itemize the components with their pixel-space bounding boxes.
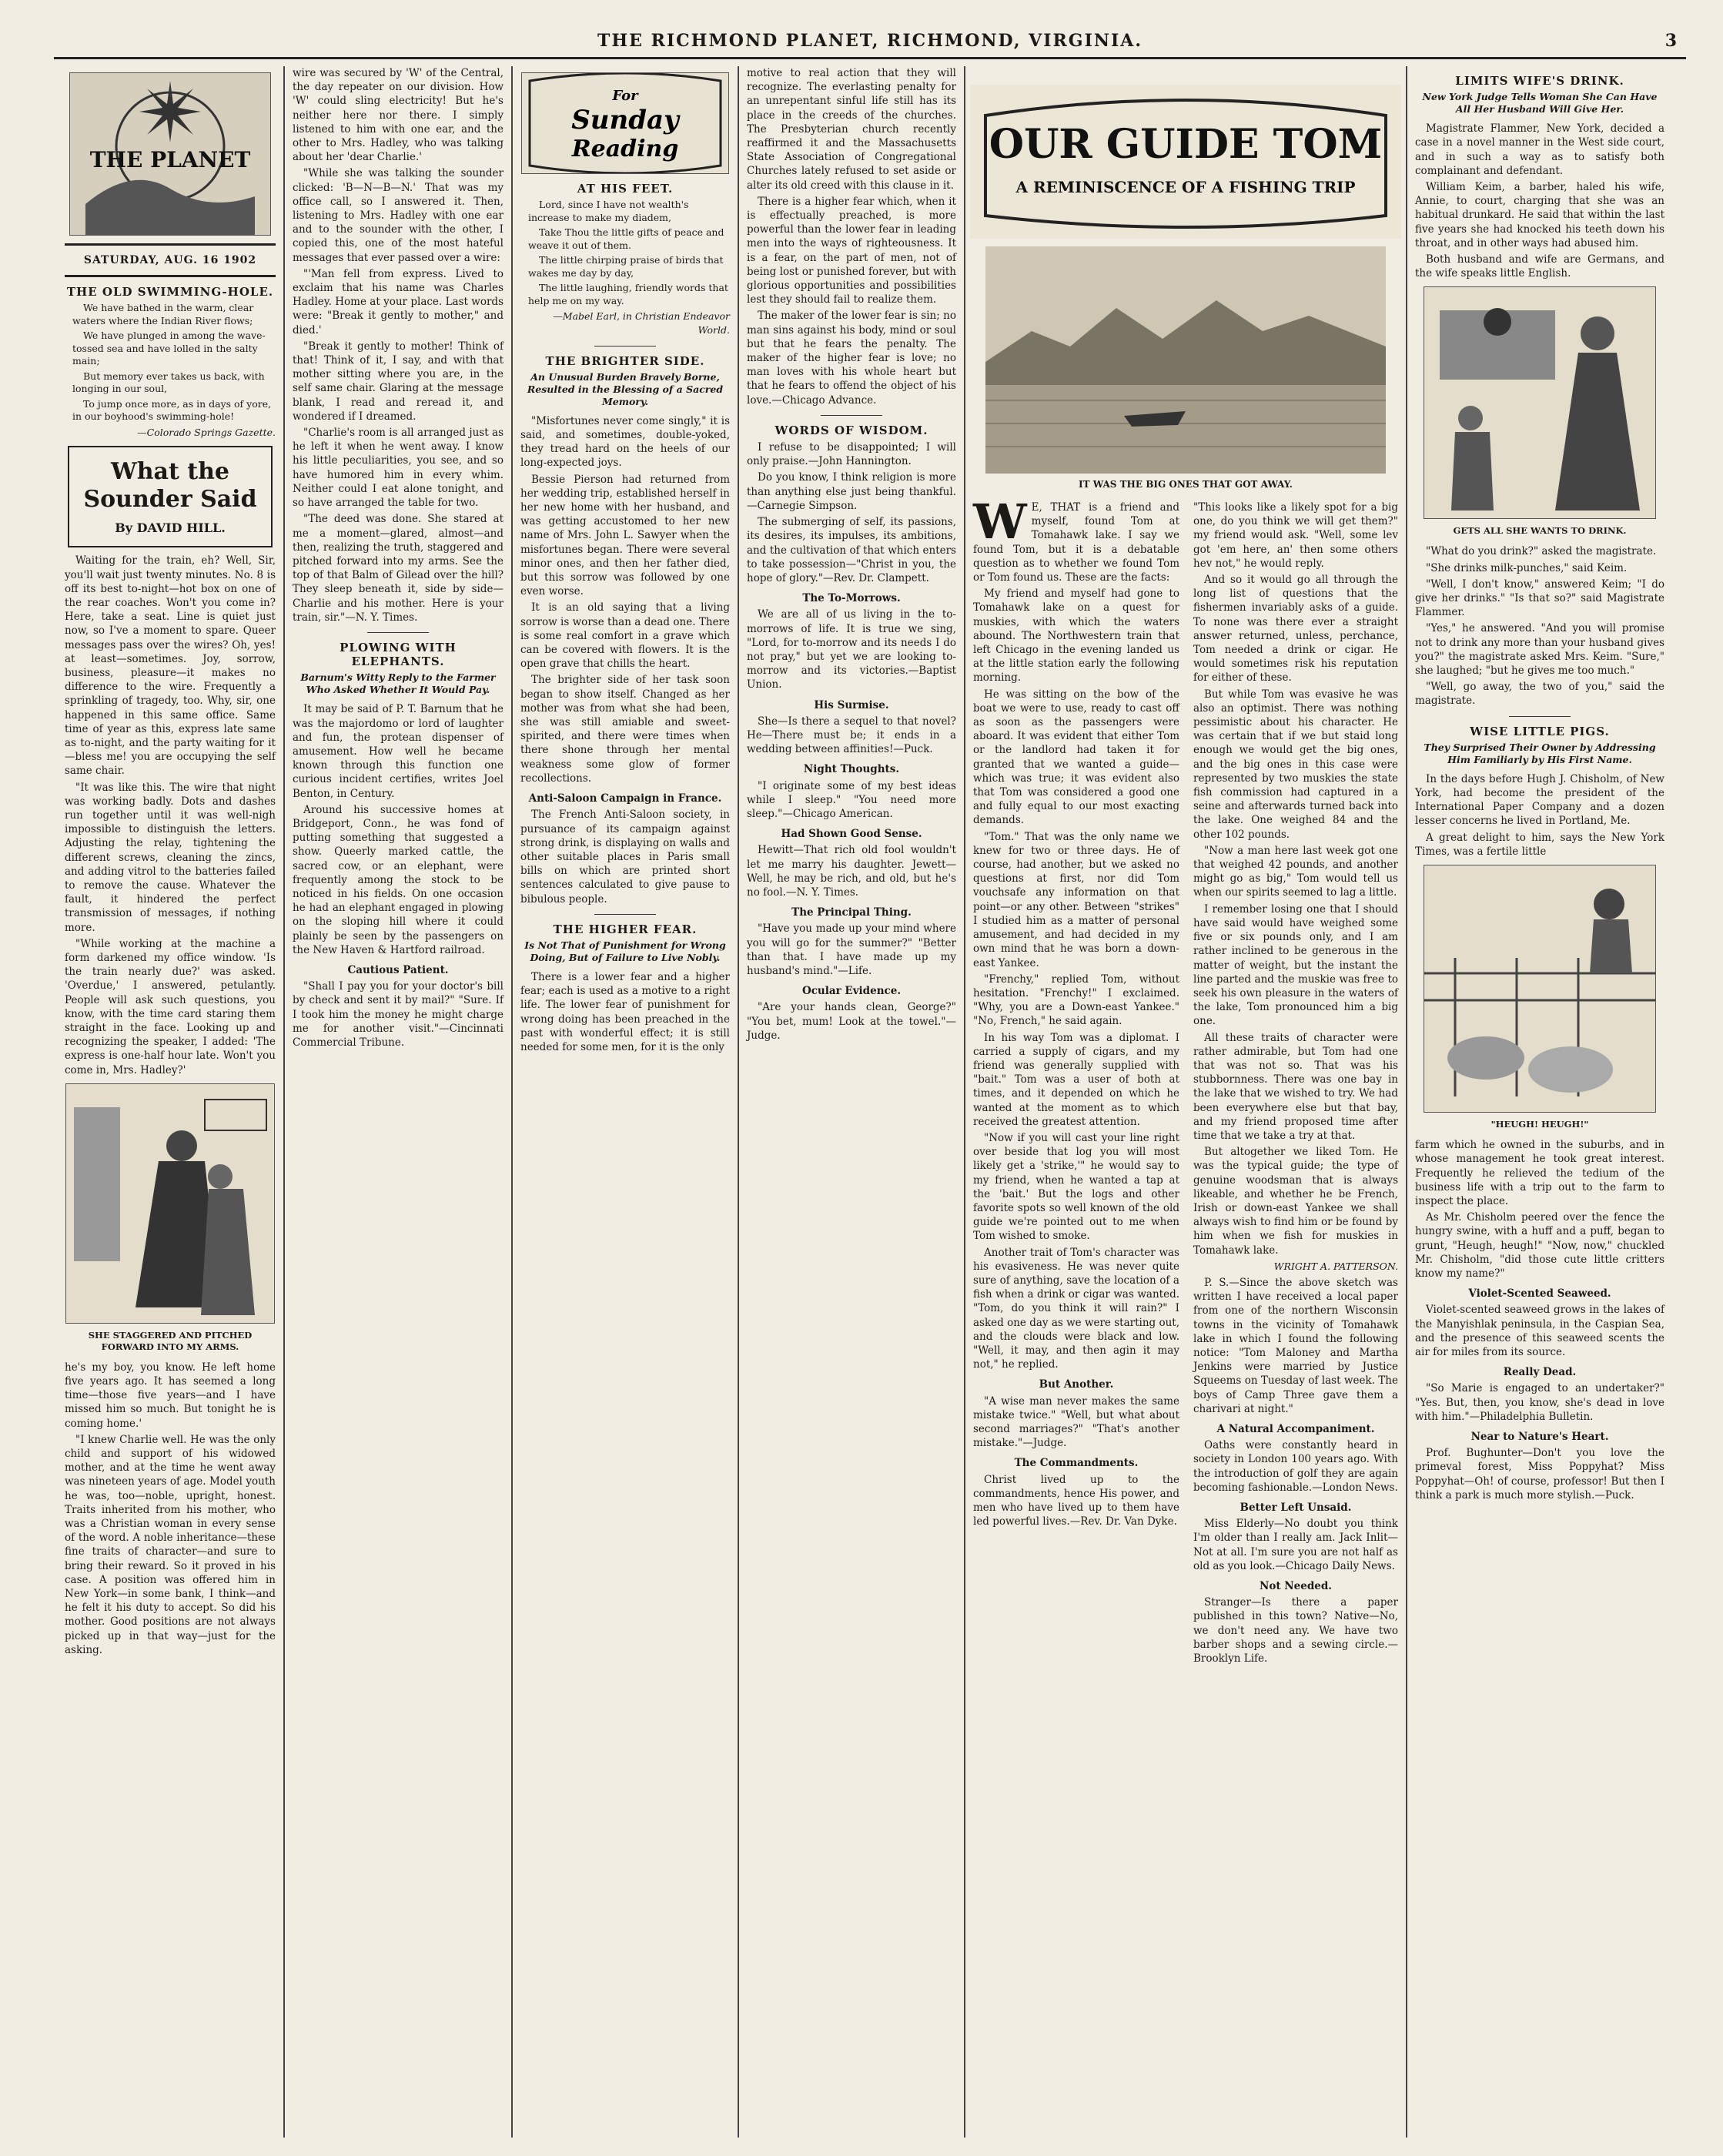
story-paragraph: In his way Tom was a diplomat. I carried a supply of cigars, and my friend was generally supplied with "bait." Tom was a user of both at times, and it depended on which he wanted at the moment as to which received the greatest attention. — [973, 1031, 1179, 1128]
story-title-line: Sounder Said — [83, 486, 257, 514]
story-paragraph: All these traits of character were rather admirable, but Tom had one that was not so. That was his stubbornness. There was one bay in the lake that we wished to try. We had been everywhere else but that bay, and my friend proposed time after time that we take a try at that. — [1193, 1031, 1398, 1142]
article-paragraph: "I originate some of my best ideas while I sleep." "You need more sleep."—Chicago American. — [747, 779, 956, 820]
article-title: Had Shown Good Sense. — [781, 828, 922, 841]
banner-word: Reading — [571, 136, 679, 162]
article-title: Ocular Evidence. — [801, 985, 902, 998]
story-paragraph: "It was like this. The wire that night was working badly. Dots and dashes run together until it was well-nigh impossible to distinguish the letters. Adjusting the relay, tightening the different screws, cleaning the zincs, and adding vitrol to the batteries failed to remove the cause. Whatever the fault, it hindered the perfect transmission of messages, if nothing more. — [65, 781, 276, 934]
article-paragraph: "So Marie is engaged to an undertaker?" "Yes. But, then, you know, she's dead in love with him."—Philadelphia Bulletin. — [1415, 1382, 1664, 1423]
poem-line: The little chirping praise of birds that wakes me day by day, — [528, 254, 724, 279]
article-paragraph: Both husband and wife are Germans, and the wife speaks little English. — [1415, 253, 1664, 280]
article-paragraph: There is a lower fear and a higher fear; each is used as a motive to a right life. The lower fear of punishment for wrong doing has been preached in the past with wonderful effect; it is still needed for some men, for it is the only — [520, 970, 730, 1053]
article-paragraph: Hewitt—That rich old fool wouldn't let me marry his daughter. Jewett—Well, he may be rich, and old, but he's no fool.—N. Y. Times. — [747, 844, 956, 899]
divider — [65, 243, 276, 246]
article-paragraph: "What do you drink?" asked the magistrate. — [1426, 545, 1657, 558]
article-title: LIMITS WIFE'S DRINK. — [1455, 74, 1624, 88]
story-paragraph: "Charlie's room is all arranged just as he left it when he went away. I know his little peculiarities, you see, and so have humored him in every whim. Neither could I eat alone tonight, and so have arranged the table for two. — [293, 427, 504, 510]
story-paragraph: "Frenchy," replied Tom, without hesitation. "Frenchy!" I exclaimed. "Why, you are a Down-east Yankee." "No, French," he said again. — [973, 973, 1179, 1028]
article-paragraph: "Well, I don't know," answered Keim; "I do give her drinks." "Is that so?" said Magistrate Flammer. — [1415, 578, 1664, 619]
column-rule — [964, 66, 965, 2138]
banner-title: OUR GUIDE TOM — [989, 121, 1383, 168]
divider — [65, 275, 276, 277]
lake-scene-illustration — [985, 246, 1386, 474]
story-paragraph: "While working at the machine a form darkened my office window. 'Is the train nearly due?' was asked. 'Overdue,' I answered, petulantly. People will ask such questions, you know, with the time card staring them straight in the face. Looking up and recognizing the speaker, I added: 'The express is one-half hour late. Won't you come in, Mrs. Hadley?' — [65, 937, 276, 1076]
article-paragraph: There is a higher fear which, when it is effectually preached, is more powerful than the lower fear in leading men into the ways of righteousness. It is a fear, on the part of men, not of being lost or punished forever, but with glorious opportunities and possibilities lest they should fail to realize them. — [747, 195, 956, 306]
article-paragraph: motive to real action that they will recognize. The everlasting penalty for an unrepentant sinful life still has its place in the creeds of the churches. The Presbyterian church recently reaffirmed it and the Massachusetts State Association of Congregational Churches lately refused to set aside or alter its old creed with this clause in it. — [747, 67, 956, 192]
poem-credit: —Mabel Earl, in Christian Endeavor World. — [553, 310, 730, 336]
issue-date: SATURDAY, AUG. 16 1902 — [83, 254, 257, 266]
story-paragraph: "While she was talking the sounder clicked: 'B—N—B—N.' That was my office call, so I answered it. Then, listening to Mrs. Hadley with one ear and to the sounder with the other, I copied this, one of the most hateful messages that ever passed over a wire: — [293, 167, 504, 264]
poem-line: To jump once more, as in days of yore, in our boyhood's swimming-hole! — [72, 397, 272, 423]
figure-caption: GETS ALL SHE WANTS TO DRINK. — [1453, 525, 1627, 537]
article-paragraph: As Mr. Chisholm peered over the fence the hungry swine, with a huff and a puff, began to grunt, "Heugh, heugh!" "Now, now," chuckled Mr. Chisholm, "did those cute little critters know my name?" — [1415, 1211, 1664, 1280]
article-paragraph: farm which he owned in the suburbs, and in whose management he took great interest. Frequently he relieved the tedium of the business life with a trip out to the farm to inspect the place. — [1415, 1139, 1664, 1207]
article-paragraph: Magistrate Flammer, New York, decided a case in a novel manner in the West side court, and in such a way as to satisfy both complainant and defendant. — [1415, 122, 1664, 177]
article-paragraph: She—Is there a sequel to that novel? He—There must be; it ends in a wedding between affinities!—Puck. — [747, 715, 956, 756]
article-title: Really Dead. — [1503, 1366, 1577, 1379]
article-paragraph: The brighter side of her task soon began to show itself. Changed as her mother was from what she had been, she was still amiable and sweet-spirited, and there were times when there shone through her mental weakness some glow of former recollections. — [520, 674, 730, 785]
figure-caption: SHE STAGGERED AND PITCHED FORWARD INTO MY ARMS. — [88, 1329, 253, 1352]
article-title: Violet-Scented Seaweed. — [1468, 1287, 1611, 1301]
article-paragraph: It is an old saying that a living sorrow is worse than a dead one. There is some real comfort in a grave which can be covered with flowers. It is the open grave that chills the heart. — [520, 601, 730, 671]
article-title: The Commandments. — [1014, 1457, 1139, 1470]
article-paragraph: "She drinks milk-punches," said Keim. — [1426, 561, 1628, 574]
column-rule — [283, 66, 285, 2138]
article-paragraph: Miss Elderly—No doubt you think I'm older than I really am. Jack Inlit—Not at all. I'm sure you are not half as old as you look.—Chicago Daily News. — [1193, 1518, 1398, 1572]
article-paragraph: The French Anti-Saloon society, in pursuance of its campaign against strong drink, is displaying on walls and other suitable places in Paris small bills on which are printed short sentences calculated to give pause to bibulous people. — [520, 808, 730, 906]
article-title: Not Needed. — [1260, 1580, 1332, 1593]
planet-logo-illustration — [69, 72, 271, 236]
article-title: Near to Nature's Heart. — [1470, 1430, 1609, 1443]
column-rule — [1406, 66, 1407, 2138]
article-paragraph: "A wise man never makes the same mistake twice." "Well, but what about second marriages?" "That's another mistake."—Judge. — [973, 1394, 1179, 1450]
story-paragraph: he's my boy, you know. He left home five years ago. It has seemed a long time—those five years—and I have missed him so much. But tonight he is coming home.' — [65, 1361, 276, 1430]
article-title: WORDS OF WISDOM. — [775, 423, 928, 437]
article-title: WISE LITTLE PIGS. — [1470, 724, 1610, 738]
article-subtitle: They Surprised Their Owner by Addressing Him Familiarly by His First Name. — [1424, 741, 1656, 765]
column-1 — [59, 66, 282, 2138]
article-paragraph: It may be said of P. T. Barnum that he was the majordomo or lord of laughter and fun, the protean dispenser of amusement. How well he became known through this function one curious incident certifies, writes Joel Benton, in Century. — [293, 703, 504, 800]
drop-cap: W — [973, 500, 1027, 550]
article-paragraph: Oaths were constantly heard in society in London 100 years ago. With the introduction of golf they are again becoming fashionable.—London News. — [1193, 1439, 1398, 1494]
article-title: But Another. — [1039, 1378, 1114, 1391]
article-subtitle: New York Judge Tells Woman She Can Have All Her Husband Will Give Her. — [1422, 91, 1658, 116]
article-paragraph: "Well, go away, the two of you," said the magistrate. — [1415, 681, 1664, 708]
story-headline-box — [68, 446, 273, 547]
article-subtitle: Barnum's Witty Reply to the Farmer Who Asked Whether It Would Pay. — [300, 671, 496, 696]
article-title: Night Thoughts. — [803, 763, 900, 776]
article-title: PLOWING WITH ELEPHANTS. — [340, 640, 457, 669]
article-paragraph: Violet-scented seaweed grows in the lakes of the Manyishlak peninsula, in the Caspian Sea, and the presence of this seaweed scents the air for miles from its source. — [1415, 1304, 1664, 1358]
article-paragraph: Christ lived up to the commandments, hence His power, and men who have lived up to them have led powerful lives.—Rev. Dr. Van Dyke. — [973, 1473, 1179, 1528]
poem-title: THE OLD SWIMMING-HOLE. — [66, 285, 274, 300]
poem-line: We have bathed in the warm, clear waters where the Indian River flows; — [72, 302, 254, 326]
article-title: Better Left Unsaid. — [1240, 1502, 1352, 1515]
story-paragraph-text: E, THAT is a friend and myself, found Tom at Tomahawk lake. I say we found Tom, but it is a debatable question as to whether we found Tom or Tom found us. These are the facts: — [973, 501, 1179, 584]
story-paragraph: "The deed was done. She stared at me a moment—glared, almost—and then, realizing the truth, staggered and pitched forward into my arms. See the top of that Balm of Gilead over the hill? They sleep beneath it, side by side—Charlie and his mother. Here is your train, sir."—N. Y. Times. — [293, 513, 504, 624]
page-number: 3 — [1664, 31, 1678, 51]
story-paragraph: "Tom." That was the only name we knew for two or three days. He of course, had another, but we asked no questions at first, nor did Tom vouchsafe any information on that point—or any other. Between "strikes" I studied him as a matter of personal amusement, and had decided in my own mind that he was born a down-east Yankee. — [973, 830, 1179, 969]
article-paragraph: Around his successive homes at Bridgeport, Conn., he was fond of putting something that suggested a show. Queerly marked cattle, the sacred cow, or an elephant, were frequently among the stock to be noticed in his fields. On one occasion he had an elephant engaged in plowing on the sloping hill where it could plainly be seen by the passengers on the New Haven & Hartford railroad. — [293, 803, 504, 956]
column-rule — [511, 66, 513, 2138]
masthead-title: THE RICHMOND PLANET, RICHMOND, VIRGINIA. — [597, 31, 1143, 51]
story-paragraph: He was sitting on the bow of the boat we were to use, ready to cast off as soon as the passengers were aboard. It was evident that either Tom or the landlord had taken it for granted that we wanted a guide—which was true; it was evident also that Tom was considered a good one and fully equal to our most exacting demands. — [973, 688, 1179, 827]
logo-text: THE PLANET — [89, 147, 251, 172]
author-signature: WRIGHT A. PATTERSON. — [1273, 1260, 1398, 1272]
article-title: Cautious Patient. — [347, 963, 449, 976]
masthead — [54, 29, 1686, 59]
story-paragraph: Another trait of Tom's character was his evasiveness. He was never quite sure of anything, save the location of a fish when a drink or cigar was wanted. "Tom, do you think it will rain?" I asked one day as we were starting out, and the clouds were black and low. "Well, it may, and then agin it may not," he replied. — [973, 1246, 1179, 1371]
banner-subtitle: A REMINISCENCE OF A FISHING TRIP — [1015, 178, 1356, 196]
story-paragraph: "'Man fell from express. Lived to exclaim that his name was Charles Hadley. Home at your place. Last words were: "Break it gently to mother," and died.' — [293, 267, 504, 336]
story-paragraph: My friend and myself had gone to Tomahawk lake on a quest for muskies, with which the waters abound. The Northwestern train that left Chicago in the evening landed us at the little station early the following morning. — [973, 588, 1179, 685]
article-paragraph: A great delight to him, says the New York Times, was a fertile little — [1415, 831, 1664, 858]
divider — [594, 914, 656, 915]
article-title: A Natural Accompaniment. — [1216, 1423, 1375, 1435]
story-title-line: What the — [111, 458, 229, 486]
column-2 — [286, 66, 510, 2138]
article-title: THE BRIGHTER SIDE. — [545, 353, 705, 368]
article-paragraph: "Have you made up your mind where you will go for the summer?" "Better than that. I have made up my husband's mind."—Life. — [747, 922, 956, 977]
story-byline: By DAVID HILL. — [115, 521, 226, 536]
figure-caption: IT WAS THE BIG ONES THAT GOT AWAY. — [1079, 479, 1293, 490]
article-paragraph: Do you know, I think religion is more than anything else just being thankful.—Carnegie Simpson. — [747, 471, 956, 512]
staggering-woman-illustration — [65, 1083, 275, 1324]
article-paragraph: The maker of the lower fear is sin; no man sins against his body, mind or soul but that he fears the penalty. The maker of the higher fear is love; no man loves with his whole heart but that he fears to offend the object of his love.—Chicago Advance. — [747, 310, 956, 407]
story-paragraph: But while Tom was evasive he was also an optimist. There was nothing pessimistic about his character. He was certain that if we but staid long enough we would get the big ones, and the big ones in this case were represented by two muskies the state fish commission had captured in a seine and afterwards turned back into the lake. One weighed 84 and the other 102 pounds. — [1193, 688, 1398, 841]
story-paragraph: But altogether we liked Tom. He was the typical guide; the type of genuine woodsman that is always likeable, and whether he be French, Irish or down-east Yankee we shall always wish to find him or be found by him when we fish for muskies in Tomahawk lake. — [1193, 1146, 1398, 1257]
article-title: THE HIGHER FEAR. — [553, 922, 698, 936]
article-paragraph: The submerging of self, its passions, its desires, its impulses, its ambitions, and the cultivation of that which enters to take possession—"Christ in you, the hope of glory."—Rev. Dr. Clampett. — [747, 516, 956, 584]
story-paragraph: I remember losing one that I should have said would have weighed some five or six pounds only, and I am rather inclined to be generous in the matter of weight, but the instant the line parted and the muskie was free to seek his own pleasure in the waters of the lake, Tom pronounced him a big one. — [1193, 902, 1398, 1028]
article-title: His Surmise. — [814, 698, 889, 711]
poem-line: The little laughing, friendly words that help me on my way. — [528, 282, 728, 306]
column-3 — [514, 66, 736, 2138]
poem-line: We have plunged in among the wave-tossed sea and have lolled in the salty main; — [72, 330, 266, 367]
article-title: Anti-Saloon Campaign in France. — [528, 792, 722, 805]
column-4 — [741, 66, 962, 2138]
poem-line: Lord, since I have not wealth's increase to make my diadem, — [528, 199, 689, 223]
divider — [367, 632, 429, 633]
banner-word: Sunday — [571, 105, 679, 136]
story-paragraph: "Break it gently to mother! Think of that! Think of it, I say, and with that mother sitting where you are, in the self same chair. Glaring at the message blank, I read and reread it, and wondered if I dreamed. — [293, 340, 504, 423]
article-paragraph: Bessie Pierson had returned from her wedding trip, established herself in her new home with her husband, and was getting accustomed to her new name of Mrs. John L. Sawyer when the misfortunes began. There were several minor ones, and then her father died, but this sorrow was followed by one even worse. — [520, 473, 730, 598]
article-paragraph: "Are your hands clean, George?" "You bet, mum! Look at the towel."—Judge. — [747, 1001, 956, 1042]
story-paragraph: And so it would go all through the long list of questions that the fishermen invariably asks of a guide. To none was there ever a straight answer returned, unless, perchance, Tom needed a drink or cigar. He would sometimes risk his reputation for either of these. — [1193, 574, 1398, 685]
sunday-reading-banner — [521, 72, 729, 174]
pigs-illustration — [1424, 865, 1656, 1113]
article-paragraph: "Shall I pay you for your doctor's bill by check and sent it by mail?" "Sure. If I took him the money he might charge me for another visit."—Cincinnati Commercial Tribune. — [293, 980, 504, 1049]
column-5 — [967, 500, 1186, 2138]
column-7 — [1409, 66, 1671, 2138]
figure-caption: "HEUGH! HEUGH!" — [1490, 1119, 1589, 1130]
story-paragraph: "This looks like a likely spot for a big one, do you think we will get them?" my friend would ask. "Well, some lev got 'em here, an' then some others hev not," he would reply. — [1193, 501, 1398, 570]
article-title: The To-Morrows. — [802, 592, 901, 605]
divider — [1509, 716, 1571, 717]
article-subtitle: Is Not That of Punishment for Wrong Doing, But of Failure to Live Nobly. — [524, 939, 726, 963]
article-paragraph: "Misfortunes never come singly," it is said, and sometimes, double-yoked, they tread hard on the heels of our long-expected joys. — [520, 414, 730, 470]
story-paragraph: "Now a man here last week got one that weighed 42 pounds, and another might go as big," Tom would tell us when our spirits seemed to lag a little. — [1193, 844, 1398, 899]
article-paragraph: William Keim, a barber, haled his wife, Annie, to court, charging that she was an habitual drunkard. He said that within the last five years she had knocked his teeth down his throat, and in other ways had abused him. — [1415, 181, 1664, 249]
poem-credit: —Colorado Springs Gazette. — [137, 426, 276, 438]
story-paragraph: wire was secured by 'W' of the Central, the day repeater on our division. How 'W' could sling electricity! But he's neither here nor there. I simply listened to him with one ear, and the other to Mrs. Hadley, who was talking about her 'dear Charlie.' — [293, 67, 504, 164]
article-paragraph: Prof. Bughunter—Don't you love the primeval forest, Miss Poppyhat? Miss Poppyhat—Oh! of course, professor! But then I think a park is much more stylish.—Puck. — [1415, 1447, 1664, 1502]
story-paragraph — [973, 500, 1179, 584]
divider — [821, 415, 882, 416]
column-6 — [1187, 500, 1404, 2138]
article-subtitle: An Unusual Burden Bravely Borne, Resulted in the Blessing of a Sacred Memory. — [527, 370, 724, 407]
column-rule — [738, 66, 739, 2138]
poem-line: Take Thou the little gifts of peace and weave it out of them. — [528, 226, 724, 251]
article-paragraph: "Yes," he answered. "And you will promise not to drink any more than your husband gives you?" the magistrate asked Mrs. Keim. "Sure," she laughed; "but he gives me too much." — [1415, 622, 1664, 678]
article-paragraph: I refuse to be disappointed; I will only praise.—John Hannington. — [747, 441, 956, 468]
article-paragraph: In the days before Hugh J. Chisholm, of New York, had become the president of the International Paper Company and a dozen lesser concerns he lived in Portland, Me. — [1415, 772, 1664, 828]
article-title: The Principal Thing. — [791, 906, 912, 919]
article-paragraph: Stranger—Is there a paper published in this town? Native—No, we don't need any. We have two barber shops and a sewing circle.—Brooklyn Life. — [1193, 1596, 1398, 1666]
story-paragraph: P. S.—Since the above sketch was written I have received a local paper from one of the northern Wisconsin towns in the vicinity of Tomahawk lake in which I found the following notice: "Tom Maloney and Martha Jenkins were married by Justice Squeems on Tuesday of last week. The boys of Camp Three gave them a charivari at night." — [1193, 1276, 1398, 1415]
courtroom-illustration — [1424, 286, 1656, 519]
poem-title: AT HIS FEET. — [577, 182, 674, 196]
our-guide-tom-banner — [970, 85, 1401, 239]
banner-word: For — [612, 88, 638, 104]
story-paragraph: "Now if you will cast your line right over beside that log you will most likely get a 'strike,'" he would say to my friend, when he wanted a tap at the 'bait.' But the logs and other favorite spots so well known of the old guide we're pointed out to me when Tom wished to smoke. — [973, 1131, 1179, 1243]
poem-line: But memory ever takes us back, with longing in our soul, — [72, 370, 265, 395]
story-paragraph: "I knew Charlie well. He was the only child and support of his widowed mother, and at the time he went away was nineteen years of age. Model youth he was, too—noble, upright, honest. Traits inherited from his mother, who was a Christian woman in every sense of the word. A noble inheritance—these fine traits of character—and sure to bring their reward. So it proved in his case. A position was offered him in New York—in some bank, I think—and he felt it his duty to accept. So did his mother. Good positions are not always picked up in that way—just for the asking. — [65, 1433, 276, 1656]
story-paragraph: Waiting for the train, eh? Well, Sir, you'll wait just twenty minutes. No. 8 is off its best to-night—hot box on one of the rear coaches. Won't you come in? Here, take a seat. Line is quiet just now, so I've a moment to spare. Queer messages pass over the wires? Oh, yes! at least—sometimes. Joy, sorrow, business, pleasure—it makes no difference to the wire. Frequently a sprinkling of tragedy, too. Why, sir, one happened in this same office. Same time of year as this, express late same as to-night, and the party waiting for it—bless me! you are occupying the self same chair. — [65, 554, 276, 778]
article-paragraph: We are all of us living in the to-morrows of life. It is true we sing, "Lord, for to-morrow and its needs I do not pray," but yet we are looking to-morrow and its victories.—Baptist Union. — [747, 608, 956, 691]
